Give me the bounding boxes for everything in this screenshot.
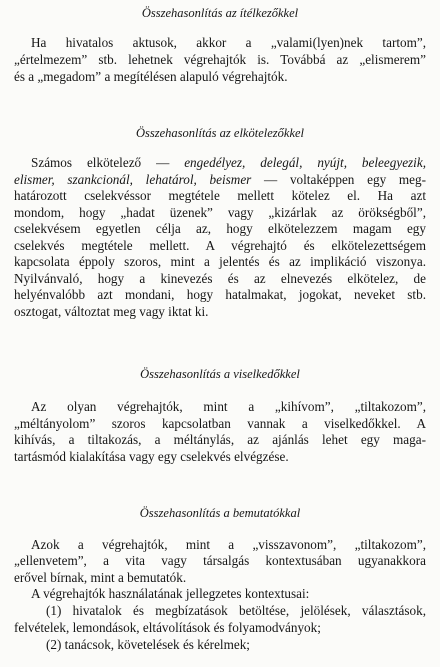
paragraph-line: A végrehajtók használatának jellegzetes kontextusai: [31, 586, 310, 601]
paragraph-line: Azok a végrehajtók, mint a „visszavonom”, „tiltakozom”, [31, 537, 426, 552]
paragraph-line: Az olyan végrehajtók, mint a „kihívom”, „tiltakozom”, [31, 399, 426, 414]
paragraph-line: mondom, hogy „hadat üzenek” vagy „kizárlak az örökségből”, [14, 205, 426, 220]
paragraph-line: „értelmezem” stb. lehetnek végrehajtók is. Továbbá az „elismerem” [14, 52, 426, 67]
list-item-continuation: felvételek, lemondások, eltávolítások és folyamodványok; [14, 620, 321, 635]
section-heading-bemutatok: Összehasonlítás a bemutatókkal [139, 506, 301, 520]
paragraph-line: osztogat, változtat meg vagy iktat ki. [14, 304, 209, 319]
paragraph-line: „ellenvetem”, a vita vagy társalgás kontextusában ugyanakkora [14, 553, 426, 568]
paragraph-line: Ha hivatalos aktusok, akkor a „valami(lyen)nek tartom”, [31, 35, 426, 50]
section-heading-elkotelezok: Összehasonlítás az elkötelezőkkel [135, 126, 305, 140]
paragraph-line: erővel bírnak, mint a bemutatók. [14, 570, 187, 585]
paragraph-line: cselekvés megtétele mellett. A végrehajtó és elkötelezettségem [14, 238, 426, 253]
paragraph-line: „méltányolom” szoros kapcsolatban vannak a viselkedőkkel. A [14, 416, 426, 431]
line-text: Számos elkötelező — [31, 155, 185, 170]
line-text: — voltaképpen egy meg- [251, 172, 426, 187]
paragraph-line: és a „megadom” a megítélésen alapuló végrehajtók. [14, 69, 288, 84]
paragraph-line: tartásmód kialakítása vagy egy cselekvés elvégzése. [14, 449, 289, 464]
section-heading-viselkedok: Összehasonlítás a viselkedőkkel [140, 367, 300, 381]
paragraph-line: kapcsolata éppoly szoros, mint a jelentés és az implikáció viszonya. [14, 254, 426, 269]
paragraph-line: helyénvalóbb azt mondani, hogy hatalmakat, jogokat, neveket stb. [14, 287, 426, 302]
paragraph-line [14, 172, 426, 188]
paragraph-line: Nyilvánvaló, hogy a kinevezés és az elnevezés elkötelez, de [14, 271, 426, 286]
section-heading-itelkezok: Összehasonlítás az ítélkezőkkel [141, 6, 299, 20]
list-item: (1) hivatalok és megbízatások betöltése, jelölések, választások, [46, 603, 426, 618]
paragraph-line: cselekvésem egyetlen célja az, hogy elkötelezzem magam egy [14, 221, 426, 236]
italic-examples: elismer, szankcionál, lehatárol, beismer [14, 172, 252, 187]
list-item: (2) tanácsok, követelések és kérelmek; [46, 637, 250, 652]
italic-examples: engedélyez, delegál, nyújt, beleegyezik, [184, 155, 426, 170]
paragraph-line [31, 155, 426, 171]
paragraph-line: kihívás, a tiltakozás, a méltánylás, az ajánlás lehet egy maga- [14, 432, 426, 447]
paragraph-line: határozott cselekvéssor megtétele mellett kötelez el. Ha azt [14, 188, 426, 203]
